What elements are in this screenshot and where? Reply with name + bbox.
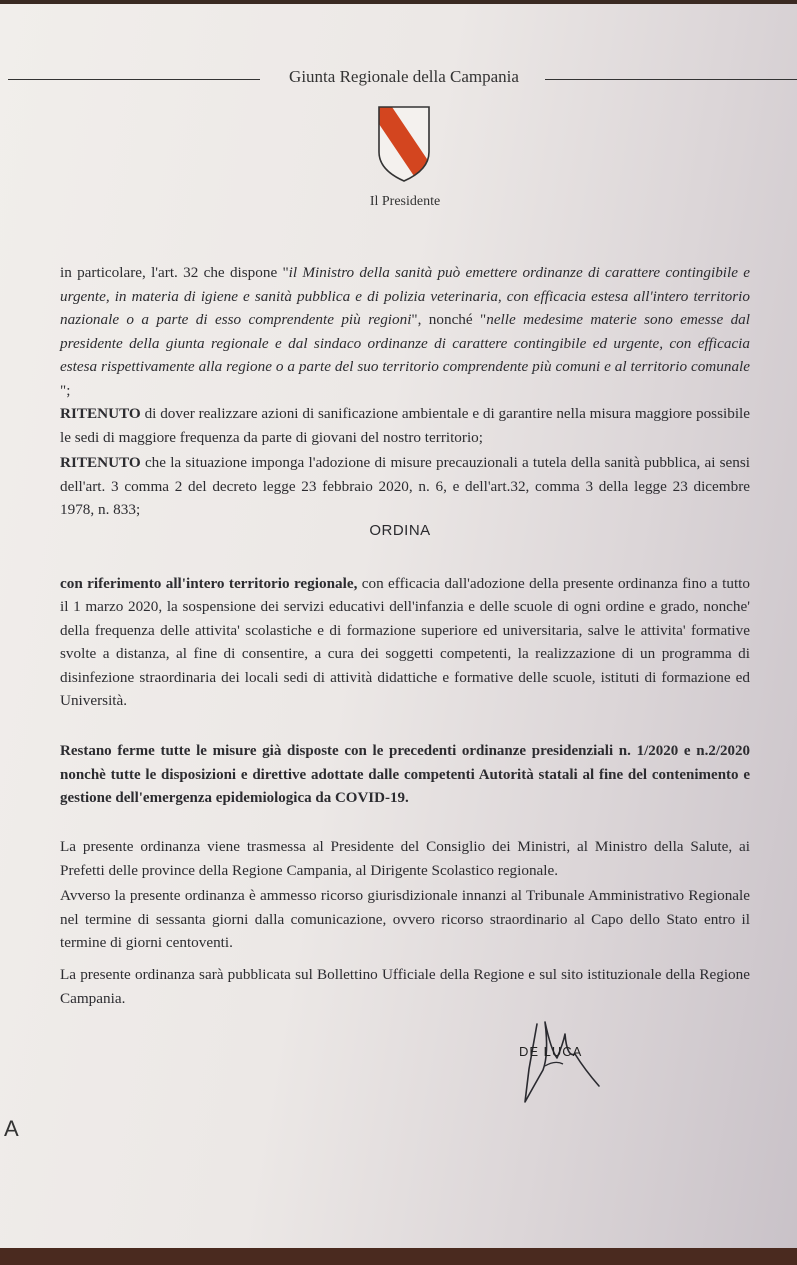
paragraph-trasmessa: La presente ordinanza viene trasmessa al Presidente del Consiglio dei Ministri, al Ministro della Salute, ai Prefetti delle province della Regione Campania, al Dirigente Scolastico regionale. bbox=[60, 838, 750, 879]
document-page bbox=[0, 4, 797, 1248]
paragraph-ritenuto-1 bbox=[60, 402, 750, 449]
letterhead-subtitle: Il Presidente bbox=[369, 194, 441, 209]
letterhead-title: Giunta Regionale della Campania bbox=[289, 67, 519, 86]
signature-scribble-icon bbox=[515, 1014, 610, 1114]
paragraph-restano-ferme: Restano ferme tutte le misure già disposte con le precedenti ordinanze presidenziali n. 1/2020 e n.2/2020 nonchè tutte le disposizioni e direttive adottate dalle competenti Autorità statali al fine del contenimento e gestione dell'emergenza epidemiologica da COVID-19. bbox=[60, 743, 750, 806]
text-run: che la situazione imponga l'adozione di misure precauzionali a tutela della sanità pubblica, ai sensi dell'art. 3 comma 2 del decreto legge 23 febbraio 2020, n. 6, e dell'art.32, comma 3 della legge 23 dicembre 1978, n. 833; bbox=[60, 454, 750, 519]
ordina-heading: ORDINA bbox=[369, 522, 431, 539]
text-run: con riferimento all'intero territorio regionale, bbox=[60, 575, 358, 592]
paragraph-ritenuto-2 bbox=[60, 451, 750, 522]
paragraph-art32 bbox=[60, 261, 750, 403]
letterhead bbox=[0, 66, 797, 90]
paragraph-pubblicata: La presente ordinanza sarà pubblicata sul Bollettino Ufficiale della Regione e sul sito istituzionale della Regione Campania. bbox=[60, 966, 750, 1007]
text-run: "; bbox=[60, 381, 71, 399]
page-mark: A bbox=[4, 1116, 19, 1141]
letterhead-rule-left bbox=[8, 79, 260, 80]
signature bbox=[515, 1014, 610, 1114]
text-run: in particolare, l'art. 32 che dispone " bbox=[60, 264, 289, 281]
text-run: di dover realizzare azioni di sanificazione ambientale e di garantire nella misura maggiore possibile le sedi di maggiore frequenza da parte di giovani del nostro territorio; bbox=[60, 405, 750, 446]
signature-name: DE LUCA bbox=[519, 1044, 583, 1059]
letterhead-rule-right bbox=[545, 79, 797, 80]
paragraph-order bbox=[60, 572, 750, 712]
text-run: il Ministro della sanità può emettere ordinanze di carattere contingibile e urgente, in materia di igiene e sanità pubblica e di polizia veterinaria, con efficacia estesa all'intero territorio nazionale o a parte di esso comprendente più regioni bbox=[60, 264, 751, 329]
desk-edge bbox=[0, 1248, 797, 1265]
text-run: con efficacia dall'adozione della presente ordinanza fino a tutto il 1 marzo 2020, la sospensione dei servizi educativi dell'infanzia e delle scuole di ogni ordine e grado, nonche' della frequenza delle attivita' scolastiche e di formazione superiore ed universitaria, salve le attivita' formative svolte a distanza, al fine di consentire, a cura dei soggetti competenti, la realizzazione di un programma di disinfezione straordinaria dei locali sedi di attività didattiche e formative delle scuole, istituti di formazione ed Università. bbox=[60, 575, 750, 710]
paragraph-ricorso: Avverso la presente ordinanza è ammesso ricorso giurisdizionale innanzi al Tribunale Amministrativo Regionale nel termine di sessanta giorni dalla comunicazione, ovvero ricorso straordinario al Capo dello Stato entro il termine di giorni centoventi. bbox=[60, 887, 750, 952]
text-run: ", nonché " bbox=[411, 311, 487, 329]
text-run: RITENUTO bbox=[60, 405, 141, 422]
text-run: nelle medesime materie sono emesse dal presidente della giunta regionale e dal sindaco ordinanze di carattere contingibile ed urgente, con efficacia estesa rispettivamente alla regione o a parte del suo territorio comprendente più comuni e al territorio comunale bbox=[60, 311, 750, 376]
campania-crest-icon bbox=[376, 104, 432, 184]
text-run: RITENUTO bbox=[60, 454, 141, 471]
